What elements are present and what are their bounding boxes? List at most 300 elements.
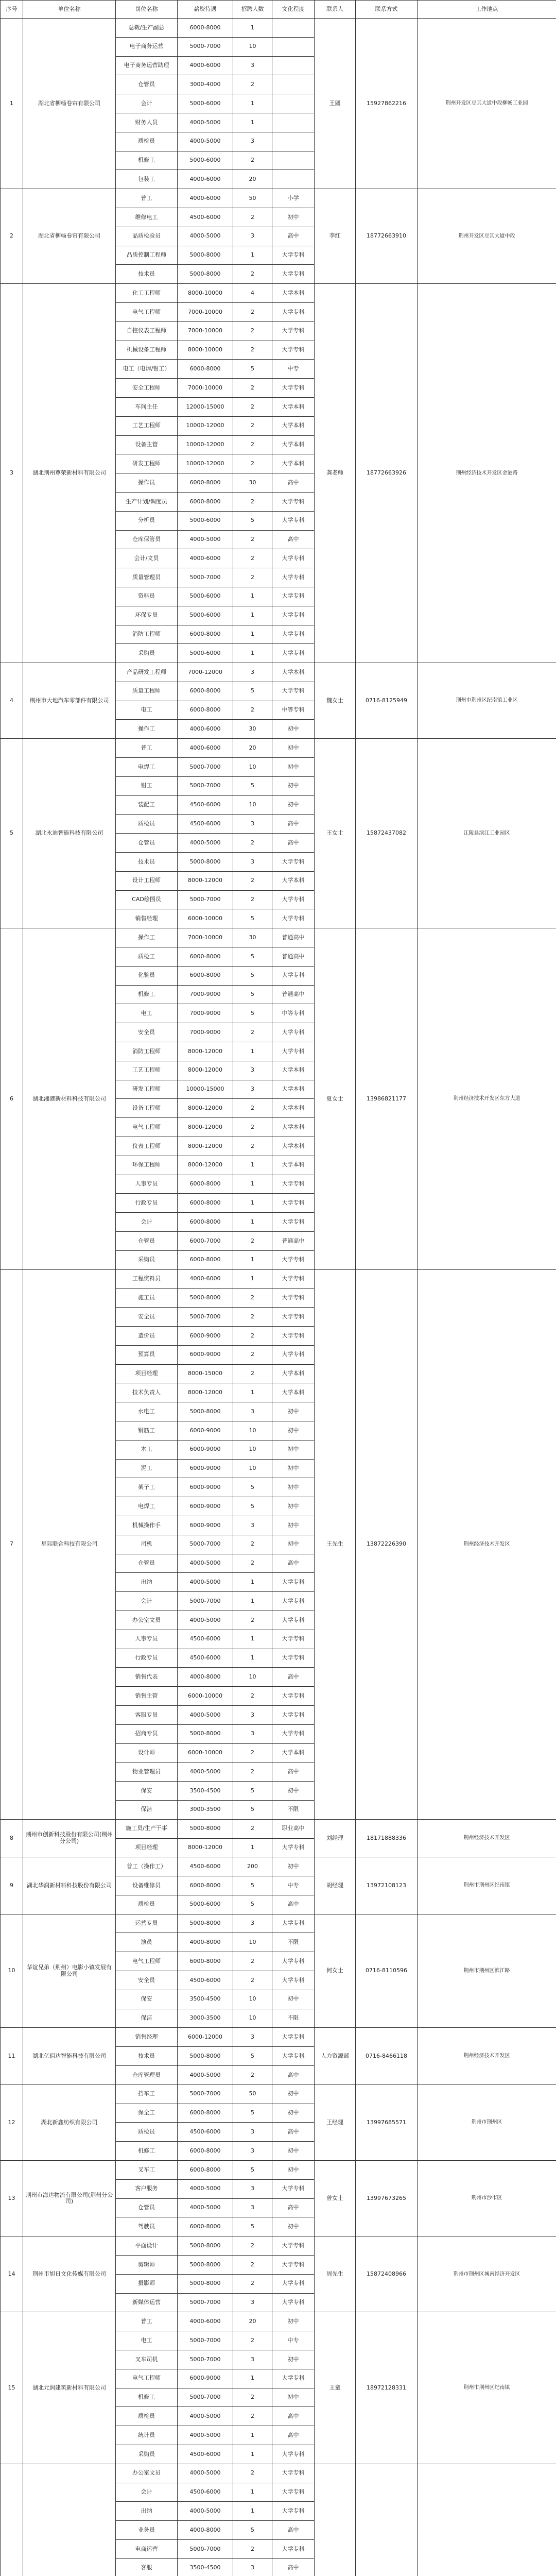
position-cell: 品质控制工程师 (116, 246, 178, 265)
headcount-cell: 2 (233, 435, 272, 454)
table-row (1, 2464, 556, 2483)
position-cell: 安全工程师 (116, 379, 178, 398)
position-cell: 机修工 (116, 151, 178, 170)
salary-cell: 4000-8000 (178, 1933, 233, 1952)
table-body (1, 19, 556, 2576)
headcount-cell: 3 (233, 2293, 272, 2312)
position-cell: 销售主管 (116, 1687, 178, 1706)
headcount-cell: 1 (233, 587, 272, 606)
salary-cell: 8000-12000 (178, 871, 233, 890)
phone-cell: 18772663910 (356, 189, 418, 284)
education-cell: 大学专科 (272, 1308, 315, 1327)
education-cell: 大学专科 (272, 644, 315, 663)
phone-cell: 15927862216 (356, 19, 418, 189)
headcount-cell: 1 (233, 2483, 272, 2502)
company-name-cell: 荆州市创新科技股份有限公司(荆州分公司) (23, 1819, 116, 1857)
salary-cell: 5000-6000 (178, 94, 233, 113)
education-cell: 高中 (272, 473, 315, 493)
headcount-cell: 5 (233, 1004, 272, 1023)
headcount-cell: 50 (233, 189, 272, 208)
salary-cell: 4000-5000 (178, 1762, 233, 1782)
position-cell: 造价员 (116, 1326, 178, 1345)
position-cell: 工艺工程师 (116, 416, 178, 435)
row-number-cell: 1 (1, 19, 23, 189)
salary-cell: 5000-7000 (178, 2293, 233, 2312)
work-address-cell: 荆州市荆州区纪南镇工业区 (418, 663, 556, 739)
education-cell: 大学专科 (272, 1592, 315, 1611)
headcount-cell: 1 (233, 1649, 272, 1668)
position-cell: 出纳 (116, 1573, 178, 1592)
headcount-cell: 5 (233, 1876, 272, 1895)
headcount-cell: 20 (233, 2312, 272, 2331)
company-name-cell: 湖北新鑫纺织有限公司 (23, 2084, 116, 2160)
table-row (1, 663, 556, 682)
headcount-cell: 3 (233, 2179, 272, 2198)
salary-cell: 7000-9000 (178, 985, 233, 1004)
phone-cell (356, 2464, 418, 2576)
position-cell: 工程资料员 (116, 1269, 178, 1289)
salary-cell: 5000-8000 (178, 2274, 233, 2293)
education-cell: 初中 (272, 795, 315, 815)
contact-person-cell: 曾女士 (315, 2161, 356, 2236)
headcount-cell: 2 (233, 1118, 272, 1137)
work-address-cell (418, 2464, 556, 2576)
salary-cell: 4500-6000 (178, 1649, 233, 1668)
header-cell-company: 单位名称 (23, 1, 116, 19)
headcount-cell: 20 (233, 170, 272, 189)
education-cell: 大学专科 (272, 549, 315, 568)
education-cell: 大学专科 (272, 2483, 315, 2502)
education-cell: 大学专科 (272, 682, 315, 701)
headcount-cell: 2 (233, 568, 272, 587)
headcount-cell: 10 (233, 1668, 272, 1687)
position-cell: 仓管员 (116, 75, 178, 94)
headcount-cell: 2 (233, 1345, 272, 1364)
education-cell: 大学专科 (272, 2047, 315, 2066)
row-number-cell: 14 (1, 2236, 23, 2312)
header-cell-contact: 联系人 (315, 1, 356, 19)
position-cell: 质量工程师 (116, 682, 178, 701)
position-cell: 客户服务 (116, 2179, 178, 2198)
position-cell: 保安 (116, 1990, 178, 2009)
header-cell-position: 岗位名称 (116, 1, 178, 19)
header-cell-address: 工作地点 (418, 1, 556, 19)
headcount-cell: 3 (233, 1061, 272, 1080)
position-cell: 保洁 (116, 1800, 178, 1819)
position-cell: 化工工程师 (116, 284, 178, 303)
position-cell: 采购员 (116, 1250, 178, 1269)
salary-cell: 6000-9000 (178, 1440, 233, 1459)
education-cell: 大学专科 (272, 966, 315, 985)
education-cell: 大学专科 (272, 1971, 315, 1990)
salary-cell: 4000-5000 (178, 113, 233, 132)
headcount-cell: 10 (233, 1933, 272, 1952)
headcount-cell: 2 (233, 151, 272, 170)
salary-cell: 7000-12000 (178, 663, 233, 682)
salary-cell: 3000-3500 (178, 1800, 233, 1819)
headcount-cell: 2 (233, 265, 272, 284)
salary-cell: 4000-5000 (178, 834, 233, 853)
headcount-cell: 1 (233, 2445, 272, 2464)
headcount-cell: 2 (233, 2407, 272, 2426)
position-cell: 操作工 (116, 928, 178, 947)
education-cell: 大学专科 (272, 1705, 315, 1724)
position-cell: 电焊工 (116, 1497, 178, 1516)
education-cell (272, 132, 315, 151)
position-cell: 会计 (116, 1592, 178, 1611)
work-address-cell: 荆州经济技术开发区 (418, 1269, 556, 1819)
salary-cell: 5000-7000 (178, 1308, 233, 1327)
position-cell: 质检工 (116, 947, 178, 967)
company-name-cell: 荆州市旭日文化传媒有限公司 (23, 2236, 116, 2312)
work-address-cell: 荆州市荆州区城南经济开发区 (418, 2236, 556, 2312)
education-cell: 初中 (272, 739, 315, 758)
education-cell: 大学专科 (272, 568, 315, 587)
education-cell: 大学专科 (272, 1345, 315, 1364)
position-cell: 电焊工 (116, 758, 178, 777)
row-number-cell: 5 (1, 739, 23, 928)
headcount-cell: 1 (233, 1156, 272, 1175)
position-cell: 技术负责人 (116, 1383, 178, 1402)
headcount-cell: 5 (233, 1497, 272, 1516)
education-cell: 普通高中 (272, 1232, 315, 1251)
headcount-cell: 2 (233, 1326, 272, 1345)
education-cell: 大学本科 (272, 1364, 315, 1383)
position-cell: 机修工 (116, 985, 178, 1004)
company-name-cell: 湖北湘港新材料科技有限公司 (23, 928, 116, 1269)
row-number-cell: 10 (1, 1914, 23, 2028)
education-cell: 初中 (272, 1782, 315, 1801)
salary-cell: 10000-15000 (178, 1080, 233, 1099)
position-cell: 技术员 (116, 853, 178, 872)
headcount-cell: 1 (233, 1630, 272, 1649)
headcount-cell: 5 (233, 909, 272, 928)
headcount-cell: 3 (233, 663, 272, 682)
position-cell: 运营专员 (116, 1914, 178, 1933)
education-cell: 职业高中 (272, 1819, 315, 1838)
salary-cell: 6000-8000 (178, 19, 233, 38)
education-cell: 初中 (272, 1421, 315, 1440)
education-cell: 大学专科 (272, 2236, 315, 2256)
headcount-cell: 10 (233, 1990, 272, 2009)
education-cell: 大学专科 (272, 492, 315, 511)
salary-cell: 8000-12000 (178, 1383, 233, 1402)
table-row (1, 2236, 556, 2256)
education-cell: 初中 (272, 2217, 315, 2236)
position-cell: 仓管员 (116, 1232, 178, 1251)
contact-person-cell: 王经理 (315, 2084, 356, 2160)
salary-cell: 4500-6000 (178, 815, 233, 834)
education-cell: 高中 (272, 2123, 315, 2142)
salary-cell: 7000-10000 (178, 379, 233, 398)
table-row (1, 2084, 556, 2104)
headcount-cell: 1 (233, 606, 272, 625)
phone-cell: 18772663926 (356, 284, 418, 663)
salary-cell: 6000-9000 (178, 1421, 233, 1440)
salary-cell: 4000-5000 (178, 2066, 233, 2085)
phone-cell: 13997673265 (356, 2161, 418, 2236)
salary-cell: 8000-12000 (178, 1156, 233, 1175)
company-name-cell: 湖北永迪智能科技有限公司 (23, 739, 116, 928)
position-cell: 叉车司机 (116, 2350, 178, 2369)
salary-cell: 4000-5000 (178, 530, 233, 549)
position-cell: 质检员 (116, 132, 178, 151)
salary-cell: 6000-8000 (178, 2161, 233, 2180)
work-address-cell: 江陵县滨江工业园区 (418, 739, 556, 928)
education-cell: 初中 (272, 2104, 315, 2123)
salary-cell: 4000-8000 (178, 1668, 233, 1687)
salary-cell: 5000-6000 (178, 511, 233, 530)
headcount-cell: 2 (233, 1308, 272, 1327)
table-row (1, 1269, 556, 1289)
phone-cell: 18972128331 (356, 2312, 418, 2464)
salary-cell: 5000-7000 (178, 890, 233, 909)
salary-cell: 6000-8000 (178, 1175, 233, 1194)
salary-cell: 6000-9000 (178, 1478, 233, 1497)
headcount-cell: 5 (233, 1478, 272, 1497)
company-name-cell: 湖北亿佰达智能科技有限公司 (23, 2028, 116, 2084)
headcount-cell: 2 (233, 397, 272, 416)
position-cell: 办公室文员 (116, 2464, 178, 2483)
position-cell: 电商运营 (116, 2539, 178, 2558)
work-address-cell: 荆州市荆州区纪南镇 (418, 1857, 556, 1914)
education-cell: 大学专科 (272, 1687, 315, 1706)
salary-cell: 6000-8000 (178, 966, 233, 985)
phone-cell: 15872408966 (356, 2236, 418, 2312)
education-cell: 大学专科 (272, 2179, 315, 2198)
education-cell: 大学专科 (272, 2028, 315, 2047)
headcount-cell: 5 (233, 947, 272, 967)
company-name-cell: 湖北元润建筑新材料有限公司 (23, 2312, 116, 2464)
salary-cell: 6000-8000 (178, 473, 233, 493)
position-cell: 自控仪表工程师 (116, 321, 178, 341)
headcount-cell: 3 (233, 1516, 272, 1535)
education-cell: 不限 (272, 2009, 315, 2028)
headcount-cell: 2 (233, 379, 272, 398)
education-cell: 初中 (272, 1459, 315, 1478)
headcount-cell: 1 (233, 113, 272, 132)
headcount-cell: 2 (233, 208, 272, 227)
headcount-cell: 3 (233, 2142, 272, 2161)
position-cell: 水电工 (116, 1402, 178, 1421)
salary-cell: 5000-7000 (178, 568, 233, 587)
education-cell: 中专 (272, 1876, 315, 1895)
position-cell: 平面设计 (116, 2236, 178, 2256)
header-cell-phone: 联系方式 (356, 1, 418, 19)
headcount-cell: 2 (233, 1232, 272, 1251)
salary-cell: 4000-5000 (178, 132, 233, 151)
position-cell: 电子商务运营助理 (116, 56, 178, 75)
position-cell: 电气工程师 (116, 2369, 178, 2388)
salary-cell: 5000-8000 (178, 1402, 233, 1421)
headcount-cell: 3 (233, 1080, 272, 1099)
education-cell: 初中 (272, 1497, 315, 1516)
table-header (1, 1, 556, 19)
headcount-cell: 1 (233, 246, 272, 265)
company-name-cell: 湖北荆州尊荣新材料有限公司 (23, 284, 116, 663)
salary-cell: 4500-6000 (178, 1971, 233, 1990)
header-cell-headcount: 招聘人数 (233, 1, 272, 19)
education-cell: 大学专科 (272, 1042, 315, 1061)
position-cell: 消防工程师 (116, 1042, 178, 1061)
headcount-cell: 2 (233, 871, 272, 890)
salary-cell: 6000-8000 (178, 2104, 233, 2123)
contact-person-cell: 李红 (315, 189, 356, 284)
position-cell: 泥工 (116, 1459, 178, 1478)
row-number-cell: 3 (1, 284, 23, 663)
position-cell: 操作工 (116, 720, 178, 739)
salary-cell: 6000-8000 (178, 1194, 233, 1213)
salary-cell: 8000-12000 (178, 1099, 233, 1118)
salary-cell: 4000-6000 (178, 1269, 233, 1289)
education-cell: 大学本科 (272, 1118, 315, 1137)
salary-cell: 6000-9000 (178, 1345, 233, 1364)
position-cell: 招商专员 (116, 1724, 178, 1743)
salary-cell: 6000-8000 (178, 360, 233, 379)
education-cell: 大学专科 (272, 302, 315, 321)
position-cell: 仓管员 (116, 1554, 178, 1573)
position-cell: 人事专员 (116, 1630, 178, 1649)
headcount-cell: 5 (233, 511, 272, 530)
salary-cell: 8000-12000 (178, 1838, 233, 1857)
work-address-cell: 荆州市荆州区纪南镇 (418, 2312, 556, 2464)
education-cell: 初中 (272, 2350, 315, 2369)
education-cell: 大学专科 (272, 246, 315, 265)
headcount-cell: 2 (233, 1364, 272, 1383)
salary-cell: 5000-6000 (178, 644, 233, 663)
headcount-cell: 2 (233, 454, 272, 473)
salary-cell: 5000-7000 (178, 1592, 233, 1611)
table-row (1, 2161, 556, 2180)
education-cell: 大学专科 (272, 321, 315, 341)
position-cell: 保洁 (116, 2009, 178, 2028)
headcount-cell: 3 (233, 2028, 272, 2047)
position-cell: 仓库保管员 (116, 530, 178, 549)
headcount-cell: 2 (233, 321, 272, 341)
position-cell: 机修工 (116, 2388, 178, 2407)
education-cell: 大学专科 (272, 1326, 315, 1345)
headcount-cell: 3 (233, 132, 272, 151)
education-cell: 高中 (272, 2521, 315, 2540)
headcount-cell: 5 (233, 2217, 272, 2236)
contact-person-cell: 王圆 (315, 19, 356, 189)
education-cell: 高中 (272, 2426, 315, 2445)
headcount-cell: 2 (233, 1762, 272, 1782)
position-cell: 仓库管理员 (116, 2066, 178, 2085)
education-cell: 初中 (272, 758, 315, 777)
salary-cell: 8000-10000 (178, 284, 233, 303)
phone-cell: 0716-8125949 (356, 663, 418, 739)
row-number-cell: 12 (1, 2084, 23, 2160)
education-cell: 大学本科 (272, 1080, 315, 1099)
position-cell: 施工员/生产干事 (116, 1819, 178, 1838)
work-address-cell: 荆州经济技术开发区 (418, 1819, 556, 1857)
table-row (1, 1857, 556, 1876)
education-cell: 大学本科 (272, 416, 315, 435)
headcount-cell: 10 (233, 1440, 272, 1459)
salary-cell: 6000-12000 (178, 2028, 233, 2047)
row-number-cell: 6 (1, 928, 23, 1269)
headcount-cell: 5 (233, 776, 272, 795)
position-cell: 品质检验员 (116, 227, 178, 246)
education-cell: 初中 (272, 1402, 315, 1421)
salary-cell: 5000-7000 (178, 2539, 233, 2558)
row-number-cell: 4 (1, 663, 23, 739)
header-cell-salary: 薪资待遇 (178, 1, 233, 19)
contact-person-cell: 王女士 (315, 739, 356, 928)
work-address-cell: 荆州经济技术开发区金港路 (418, 284, 556, 663)
education-cell: 大学专科 (272, 1573, 315, 1592)
salary-cell: 4500-6000 (178, 208, 233, 227)
position-cell: 挡车工 (116, 2084, 178, 2104)
headcount-cell: 5 (233, 2104, 272, 2123)
salary-cell: 4000-6000 (178, 739, 233, 758)
salary-cell: 7000-9000 (178, 1023, 233, 1042)
position-cell: 普工 (116, 2312, 178, 2331)
position-cell: CAD绘图员 (116, 890, 178, 909)
headcount-cell: 2 (233, 416, 272, 435)
position-cell: 消防工程师 (116, 625, 178, 644)
education-cell: 大学专科 (272, 2445, 315, 2464)
work-address-cell: 荆州市沙市区 (418, 2161, 556, 2236)
salary-cell: 8000-12000 (178, 1042, 233, 1061)
position-cell: 操作员 (116, 473, 178, 493)
headcount-cell: 3 (233, 2198, 272, 2217)
work-address-cell: 荆州开发区豆其大道中段 (418, 189, 556, 284)
education-cell: 中等专科 (272, 1004, 315, 1023)
education-cell: 大学本科 (272, 871, 315, 890)
position-cell: 维修电工 (116, 208, 178, 227)
education-cell: 普通高中 (272, 928, 315, 947)
position-cell: 研发工程师 (116, 454, 178, 473)
position-cell: 客服 (116, 2558, 178, 2576)
headcount-cell: 2 (233, 1289, 272, 1308)
headcount-cell: 2 (233, 2256, 272, 2275)
position-cell: 统计员 (116, 2426, 178, 2445)
headcount-cell: 1 (233, 1213, 272, 1232)
headcount-cell: 10 (233, 1459, 272, 1478)
headcount-cell: 3 (233, 2123, 272, 2142)
headcount-cell: 200 (233, 1857, 272, 1876)
headcount-cell: 1 (233, 1042, 272, 1061)
position-cell: 木工 (116, 1440, 178, 1459)
position-cell: 研发工程师 (116, 1080, 178, 1099)
position-cell: 环保工程师 (116, 1156, 178, 1175)
position-cell: 普工（操作工） (116, 1857, 178, 1876)
table-row (1, 739, 556, 758)
row-number-cell: 11 (1, 2028, 23, 2084)
row-number-cell (1, 2464, 23, 2576)
headcount-cell: 2 (233, 890, 272, 909)
salary-cell: 6000-9000 (178, 1516, 233, 1535)
salary-cell: 4500-6000 (178, 2483, 233, 2502)
position-cell: 质检员 (116, 1895, 178, 1914)
education-cell: 初中 (272, 2084, 315, 2104)
headcount-cell: 2 (233, 530, 272, 549)
education-cell: 大学专科 (272, 853, 315, 872)
education-cell: 大学专科 (272, 379, 315, 398)
position-cell: 施工员 (116, 1289, 178, 1308)
headcount-cell: 5 (233, 985, 272, 1004)
contact-person-cell (315, 2464, 356, 2576)
education-cell: 大学专科 (272, 1023, 315, 1042)
position-cell: 环保专员 (116, 606, 178, 625)
headcount-cell: 3 (233, 1705, 272, 1724)
position-cell: 保安 (116, 1782, 178, 1801)
education-cell: 初中 (272, 1440, 315, 1459)
salary-cell: 7000-10000 (178, 302, 233, 321)
position-cell: 采购员 (116, 644, 178, 663)
